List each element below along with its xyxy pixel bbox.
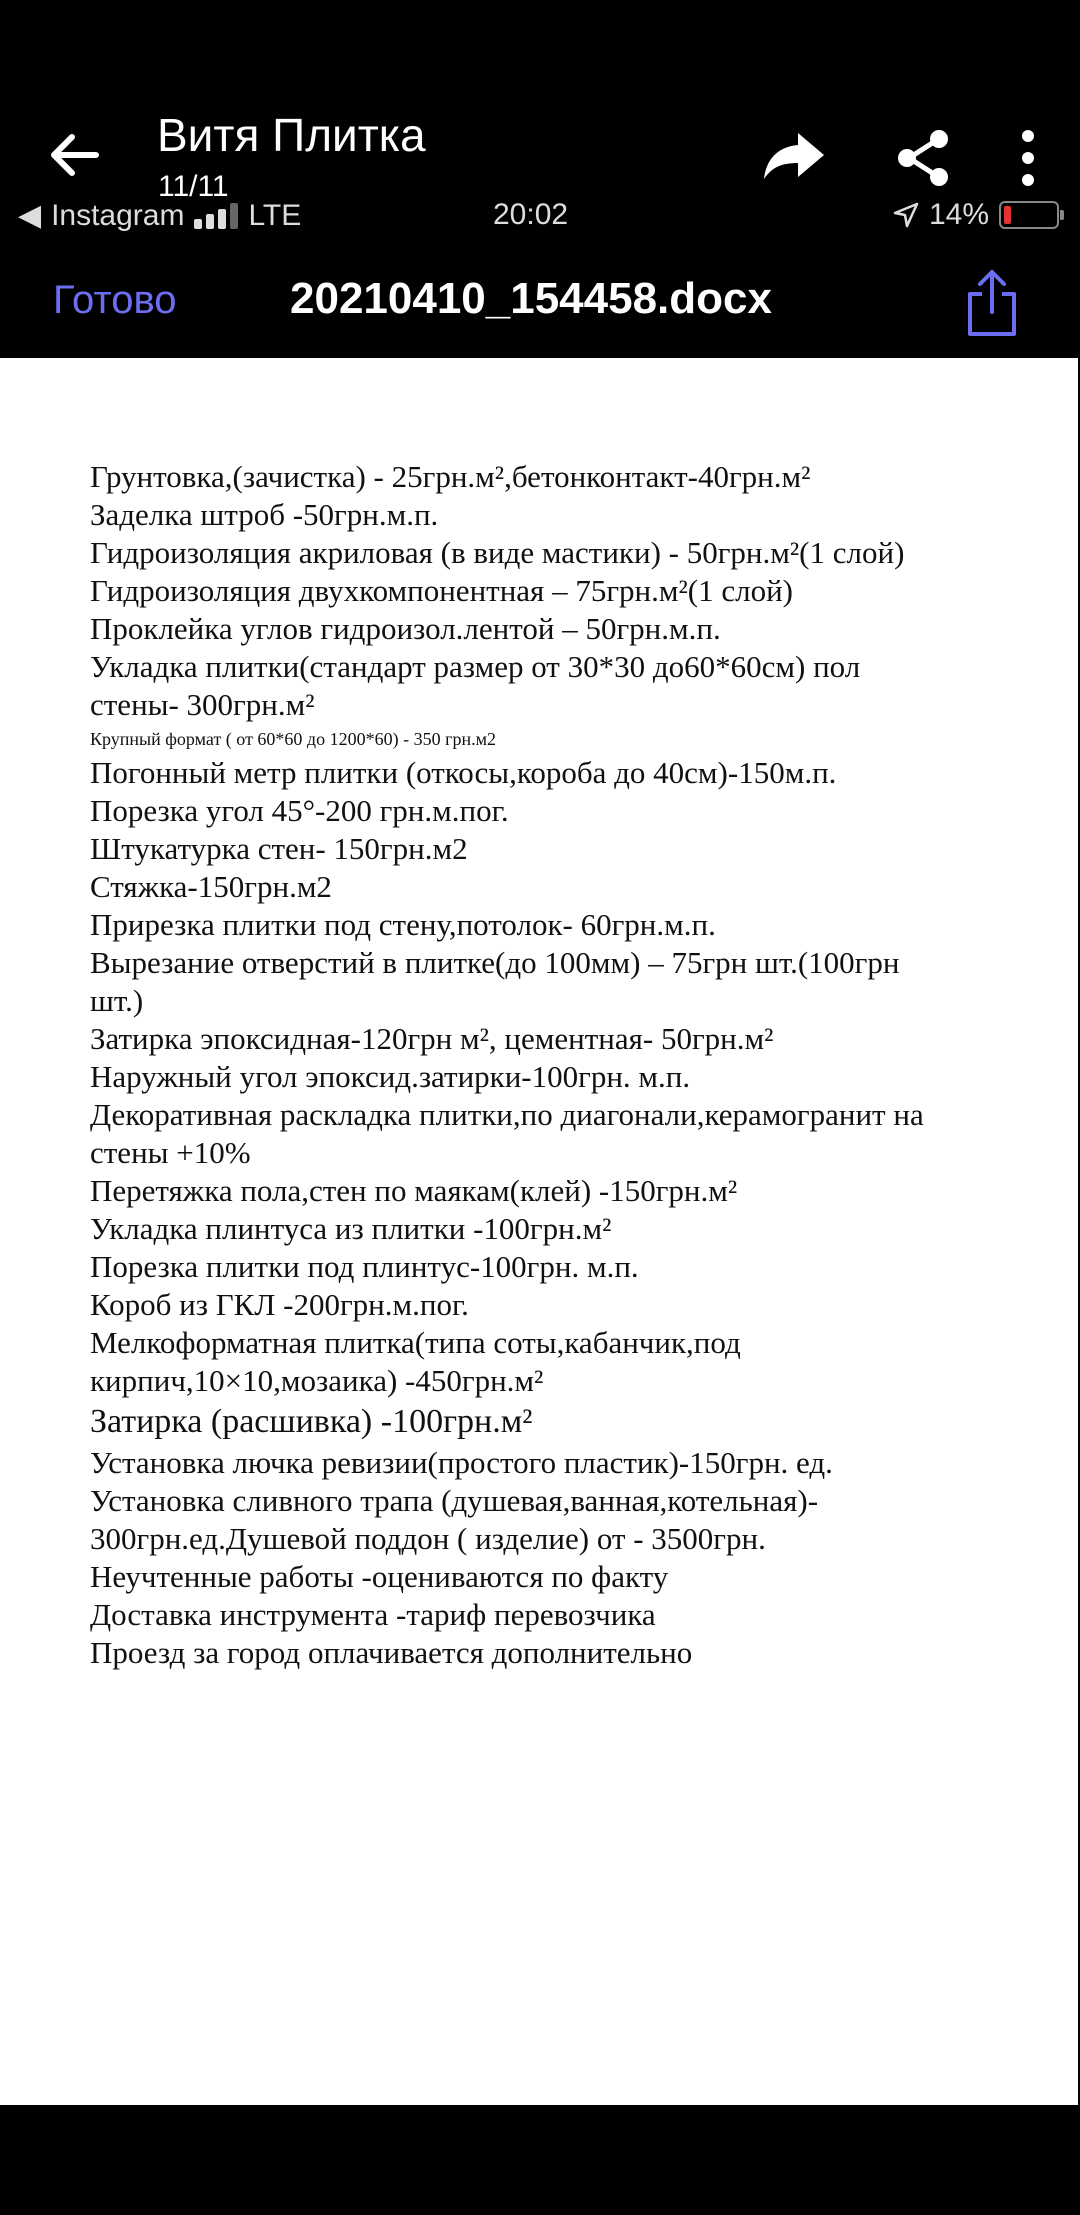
document-line: Укладка плинтуса из плитки -100грн.м² [90,1211,612,1246]
document-line: Заделка штроб -50грн.м.п. [90,497,439,532]
document-line: стены- 300грн.м² [90,687,315,722]
document-line: Короб из ГКЛ -200грн.м.пог. [90,1287,469,1322]
document-line: 300грн.ед.Душевой поддон ( изделие) от - 3500грн. [90,1521,766,1556]
document-line: Порезка плитки под плинтус-100грн. м.п. [90,1249,639,1284]
document-line: Грунтовка,(зачистка) - 25грн.м²,бетонконтакт-40грн.м² [90,459,811,494]
document-line: шт.) [90,983,144,1018]
document-line: стены +10% [90,1135,251,1170]
document-line: Неучтенные работы -оцениваются по факту [90,1559,669,1594]
document-line: Декоративная раскладка плитки,по диагонали,керамогранит на [90,1097,924,1132]
app-header [0,0,1080,358]
document-line: Штукатурка стен- 150грн.м2 [90,831,468,866]
arrow-left-icon [40,120,110,190]
document-line: Проклейка углов гидроизол.лентой – 50грн.м.п. [90,611,721,646]
chat-title: Витя Плитка [157,109,426,161]
document-line: Укладка плитки(стандарт размер от 30*30 до60*60см) пол [90,649,861,684]
document-line: Установка сливного трапа (душевая,ванная,котельная)- [90,1483,819,1518]
document-line: Прирезка плитки под стену,потолок- 60грн.м.п. [90,907,716,942]
done-button[interactable]: Готово [53,278,177,322]
return-to-app[interactable] [18,198,301,233]
document-line: Стяжка-150грн.м2 [90,869,332,904]
battery-level [1004,206,1011,224]
vertical-dots-icon [1008,128,1048,188]
battery-tip [1060,210,1064,220]
status-right [893,198,1059,232]
document-line: Гидроизоляция акриловая (в виде мастики) - 50грн.м²(1 слой) [90,535,905,570]
share-upload-icon [962,268,1022,338]
forward-button[interactable] [760,125,830,185]
document-line: Доставка инструмента -тариф перевозчика [90,1597,656,1632]
document-line: Проезд за город оплачивается дополнительно [90,1635,693,1670]
document-line: Мелкоформатная плитка(типа соты,кабанчик,под [90,1325,741,1360]
document-line: Крупный формат ( от 60*60 до 1200*60) - 350 грн.м2 [90,729,496,749]
document-text [90,458,1020,1672]
document-line: Вырезание отверстий в плитке(до 100мм) – 75грн шт.(100грн [90,945,900,980]
document-line: кирпич,10×10,мозаика) -450грн.м² [90,1363,544,1398]
upload-share-button[interactable] [962,268,1022,338]
document-line: Порезка угол 45°-200 грн.м.пог. [90,793,509,828]
document-line: Перетяжка пола,стен по маякам(клей) -150грн.м² [90,1173,738,1208]
status-bar [0,198,1080,240]
document-toolbar [0,258,1080,358]
media-counter: 11/11 [158,170,229,203]
file-name: 20210410_154458.docx [290,274,772,323]
network-type: LTE [248,198,302,232]
return-app-name: Instagram [51,198,185,232]
back-button[interactable] [40,120,110,190]
document-line: Затирка эпоксидная-120грн м², цементная- 50грн.м² [90,1021,774,1056]
document-line: Гидроизоляция двухкомпонентная – 75грн.м²(1 слой) [90,573,793,608]
bottom-bar [0,2105,1080,2215]
document-line: Погонный метр плитки (откосы,короба до 40см)-150м.п. [90,755,837,790]
clock: 20:02 [493,198,569,231]
document-line: Установка лючка ревизии(простого пластик)-150грн. ед. [90,1445,833,1480]
document-line: Наружный угол эпоксид.затирки-100грн. м.п. [90,1059,691,1094]
battery-icon [999,201,1059,229]
more-options-button[interactable] [1008,128,1048,188]
share-button[interactable] [893,128,953,188]
signal-icon [194,203,238,229]
document-line: Затирка (расшивка) -100грн.м² [90,1403,533,1440]
back-triangle-icon: ◀ [18,199,42,232]
forward-arrow-icon [760,125,830,185]
document-page[interactable] [0,358,1078,2105]
battery-percent: 14% [929,198,990,231]
share-icon [893,128,953,188]
location-arrow-icon [893,202,919,228]
